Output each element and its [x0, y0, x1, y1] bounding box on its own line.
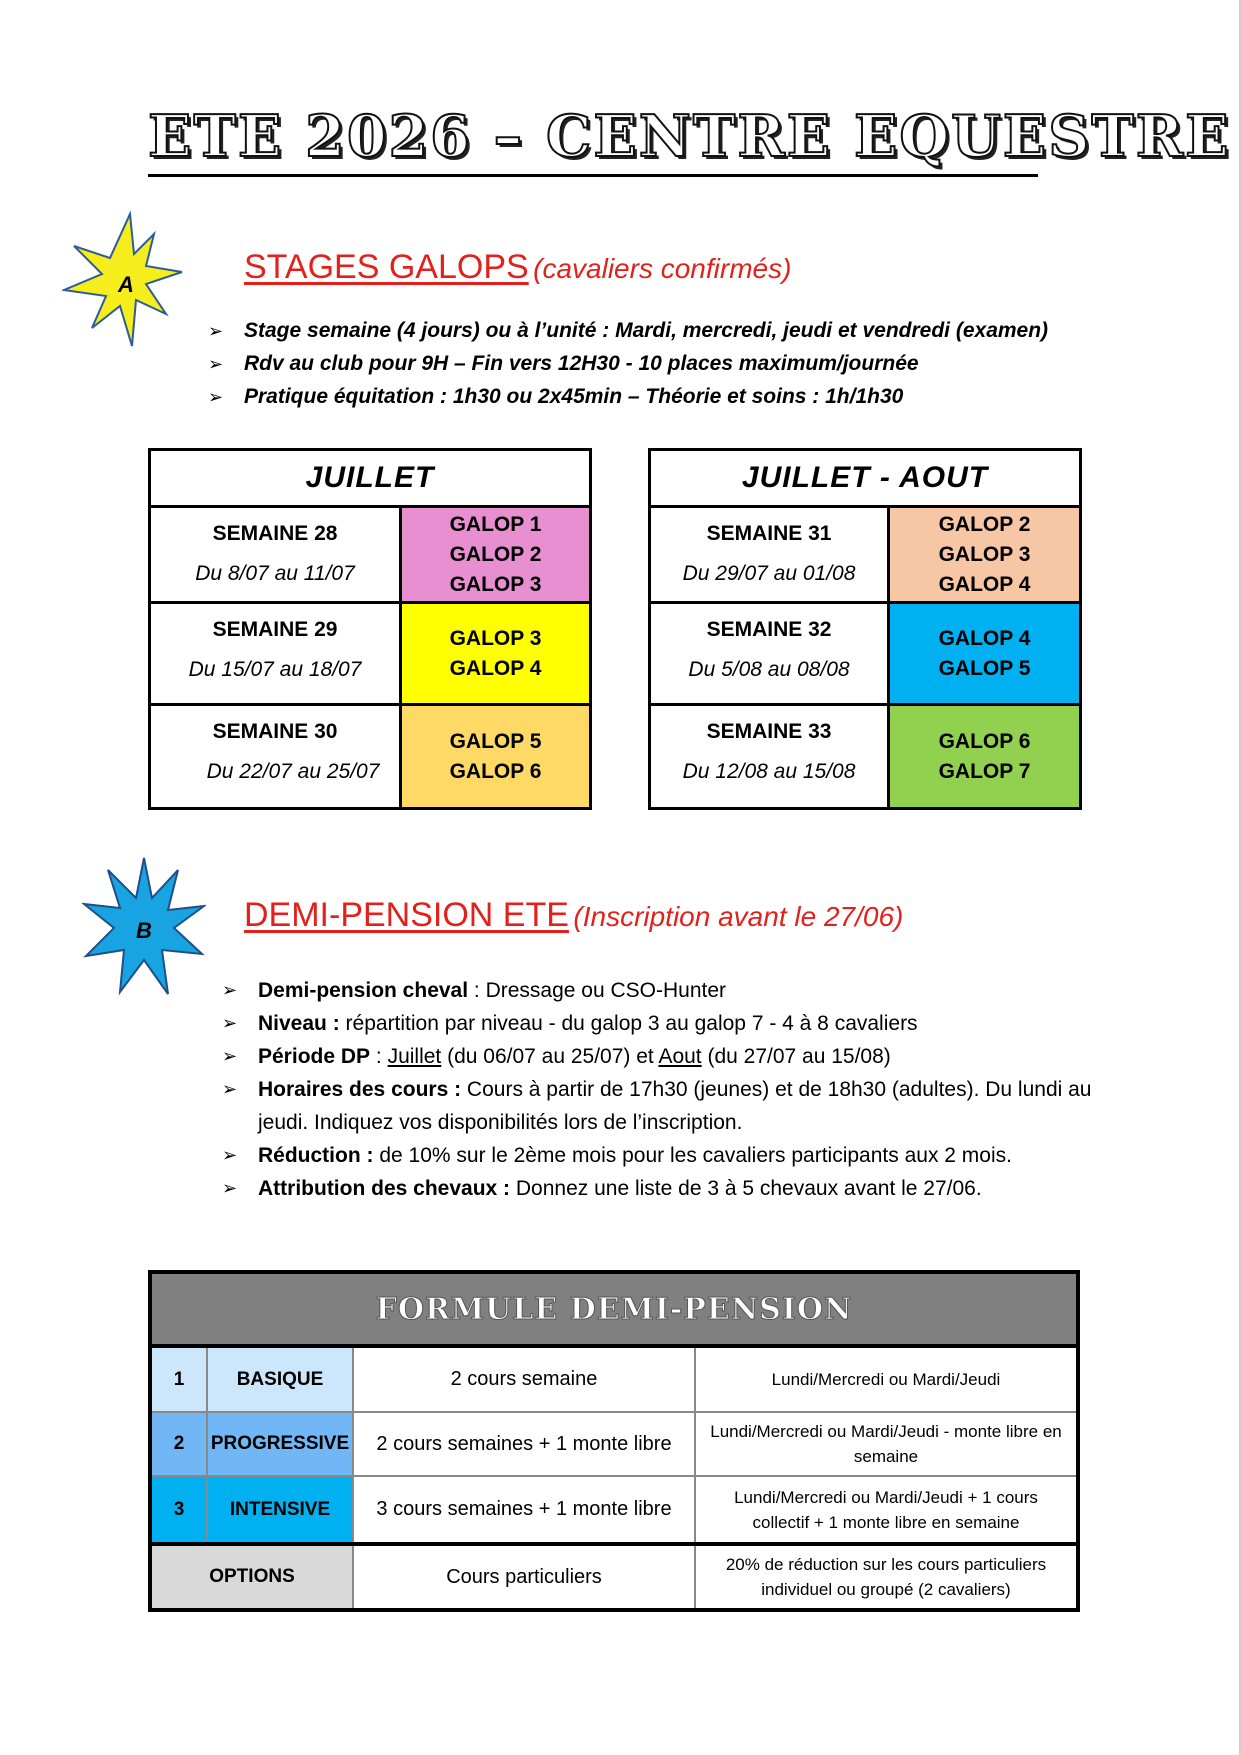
list-item: ➢ Réduction : de 10% sur le 2ème mois pour les cavaliers participants aux 2 mois. — [222, 1144, 1012, 1167]
week-name: SEMAINE 28 — [212, 522, 338, 545]
section-a-title: STAGES GALOPS — [244, 248, 529, 286]
levels-cell: GALOP 1 GALOP 2 GALOP 3 — [401, 507, 591, 603]
week-dates: Du 29/07 au 01/08 — [682, 562, 856, 585]
week-dates: Du 12/08 au 15/08 — [682, 760, 856, 783]
badge-b-label: B — [136, 918, 152, 943]
table-row — [650, 507, 1081, 603]
section-a-heading — [244, 248, 791, 287]
galop-table-juillet — [148, 448, 592, 810]
week-name: SEMAINE 29 — [212, 618, 338, 641]
table-row-options: OPTIONS Cours particuliers 20% de réduction sur les cours particuliers individuel ou groupé (2 cavaliers) — [150, 1544, 1078, 1610]
section-a-bullets — [208, 316, 1048, 415]
list-item: ➢ Stage semaine (4 jours) ou à l’unité : Mardi, mercredi, jeudi et vendredi (examen) — [208, 319, 1049, 342]
table-row: 3 INTENSIVE 3 cours semaines + 1 monte libre Lundi/Mercredi ou Mardi/Jeudi + 1 cours collectif + 1 monte libre en semaine — [150, 1476, 1078, 1544]
list-item: ➢ Horaires des cours : Cours à partir de 17h30 (jeunes) et de 18h30 (adultes). Du lundi au jeudi. Indiquez vos disponibilités lors de l’inscription. — [222, 1078, 1092, 1134]
title-underline — [148, 174, 1038, 177]
starburst-b-icon — [82, 856, 206, 998]
list-item: ➢ Période DP : Juillet (du 06/07 au 25/07) et Aout (du 27/07 au 15/08) — [222, 1045, 891, 1068]
week-name: SEMAINE 32 — [706, 618, 832, 641]
table-row — [150, 507, 591, 603]
week-dates: Du 8/07 au 11/07 — [195, 562, 355, 585]
table-title: JUILLET - AOUT — [650, 450, 1081, 507]
week-dates: Du 5/08 au 08/08 — [688, 658, 850, 681]
table-row — [150, 603, 591, 705]
section-b-bullets — [222, 974, 1102, 1205]
levels-cell: GALOP 5 GALOP 6 — [401, 705, 591, 809]
table-row — [150, 705, 591, 809]
formula-table — [148, 1270, 1080, 1612]
starburst-a-icon — [62, 210, 186, 352]
list-item: ➢ Pratique équitation : 1h30 ou 2x45min – Théorie et soins : 1h/1h30 — [208, 385, 904, 408]
week-name: SEMAINE 31 — [706, 522, 832, 545]
page-title: ETE 2026 – CENTRE EQUESTRE — [148, 103, 1231, 170]
week-name: SEMAINE 33 — [706, 720, 832, 743]
list-item: ➢ Rdv au club pour 9H – Fin vers 12H30 - 10 places maximum/journée — [208, 352, 919, 375]
formula-title: FORMULE DEMI-PENSION — [150, 1272, 1078, 1346]
table-title: JUILLET — [150, 450, 591, 507]
week-name: SEMAINE 30 — [212, 720, 338, 743]
week-dates: Du 15/07 au 18/07 — [188, 658, 362, 681]
section-b-subtitle: (Inscription avant le 27/06) — [573, 901, 904, 932]
table-row: 1 BASIQUE 2 cours semaine Lundi/Mercredi ou Mardi/Jeudi — [150, 1346, 1078, 1412]
table-row: 2 PROGRESSIVE 2 cours semaines + 1 monte libre Lundi/Mercredi ou Mardi/Jeudi - monte libre en semaine — [150, 1412, 1078, 1476]
list-item: ➢ Attribution des chevaux : Donnez une liste de 3 à 5 chevaux avant le 27/06. — [222, 1177, 982, 1200]
levels-cell: GALOP 4 GALOP 5 — [889, 603, 1081, 705]
table-row — [650, 603, 1081, 705]
levels-cell: GALOP 3 GALOP 4 — [401, 603, 591, 705]
section-b-title: DEMI-PENSION ETE — [244, 896, 569, 934]
galop-table-juillet-aout — [648, 448, 1082, 810]
table-row — [650, 705, 1081, 809]
list-item: ➢ Demi-pension cheval : Dressage ou CSO-Hunter — [222, 979, 726, 1002]
section-a-subtitle: (cavaliers confirmés) — [533, 253, 792, 284]
week-dates: Du 22/07 au 25/07 — [206, 760, 380, 783]
badge-a-label: A — [118, 272, 134, 297]
levels-cell: GALOP 2 GALOP 3 GALOP 4 — [889, 507, 1081, 603]
section-b-heading — [244, 896, 903, 935]
list-item: ➢ Niveau : répartition par niveau - du galop 3 au galop 7 - 4 à 8 cavaliers — [222, 1012, 918, 1035]
levels-cell: GALOP 6 GALOP 7 — [889, 705, 1081, 809]
